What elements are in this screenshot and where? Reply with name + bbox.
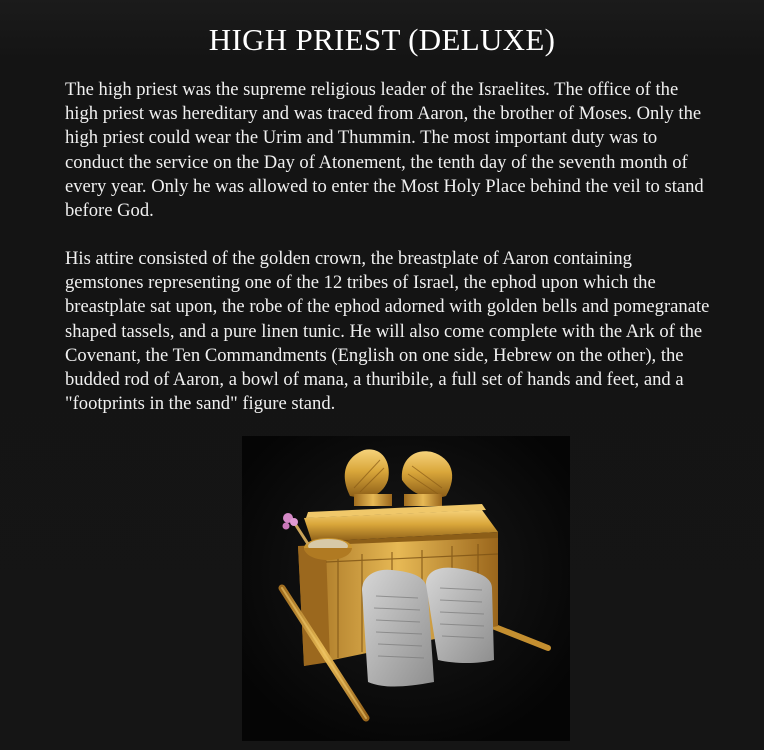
page-title: HIGH PRIEST (DELUXE) (208, 22, 556, 57)
ark-of-covenant-image (242, 436, 570, 741)
description-paragraph-1: The high priest was the supreme religious leader of the Israelites. The office of the high priest was hereditary and was traced from Aaron, the brother of Moses. Only the high priest could wear the Urim and Thummin. The most important duty was to conduct the service on the Day of Atonement, the tenth day of the seventh month of every year. Only he was allowed to enter the Most Holy Place behind the veil to stand before God. (65, 79, 704, 222)
description-paragraph-2: His attire consisted of the golden crown, the breastplate of Aaron containing gemstones representing one of the 12 tribes of Israel, the ephod upon which the breastplate sat upon, the robe of the ephod adorned with golden bells and pomegranate shaped tassels, and a pure linen tunic. He will also come complete with the Ark of the Covenant, the Ten Commandments (English on one side, Hebrew on the other), the budded rod of Aaron, a bowl of mana, a thuribile, a full set of hands and feet, and a "footprints in the sand" figure stand. (65, 248, 710, 415)
